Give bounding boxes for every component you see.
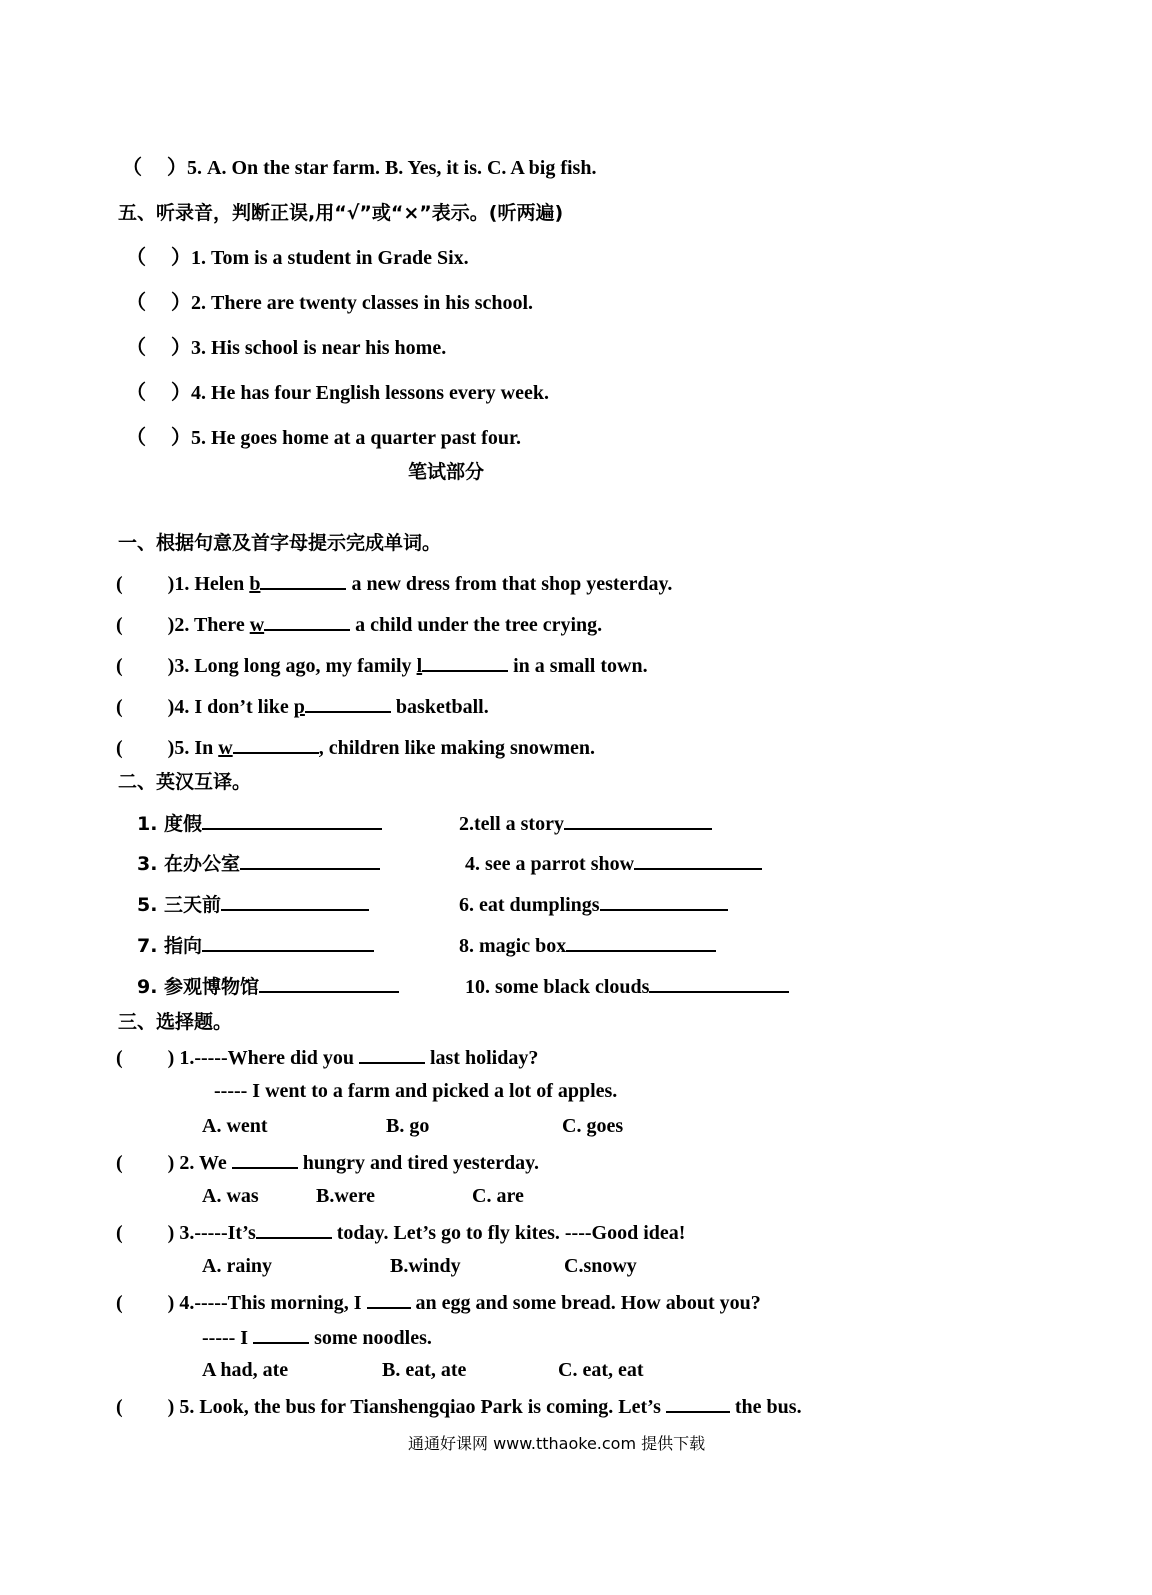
stem-text: ( ) 2. We	[116, 1152, 232, 1174]
stem-text: last holiday?	[424, 1047, 539, 1069]
stem-text: ( ) 4.-----This morning, I	[116, 1292, 367, 1314]
answer-blank[interactable]	[422, 652, 508, 672]
part1-item	[116, 570, 672, 596]
option[interactable]: A. went	[202, 1115, 268, 1137]
answer-blank[interactable]	[221, 891, 369, 911]
answer-blank[interactable]	[240, 850, 380, 870]
reply-text: some noodles.	[309, 1327, 432, 1349]
part1-item	[116, 734, 595, 760]
option[interactable]: B. eat, ate	[382, 1359, 467, 1381]
translate-item	[137, 973, 399, 999]
section5-title: 五、听录音，判断正误,用“√”或“×”表示。(听两遍)	[118, 202, 564, 224]
question-reply	[202, 1324, 432, 1350]
answer-blank[interactable]	[666, 1393, 730, 1413]
item-text: a new dress from that shop yesterday.	[346, 573, 673, 595]
answer-blank[interactable]	[264, 611, 350, 631]
translate-item	[459, 891, 728, 917]
option[interactable]: A. was	[202, 1185, 259, 1207]
item-text: basketball.	[390, 696, 489, 718]
section5-item: （ ）3. His school is near his home.	[126, 337, 447, 359]
translate-item	[137, 932, 374, 958]
translate-item	[137, 891, 369, 917]
stem-text: today. Let’s go to fly kites. ----Good idea!	[331, 1222, 686, 1244]
section5-item: （ ）5. He goes home at a quarter past four.	[126, 427, 521, 449]
letter-hint: l	[416, 655, 423, 677]
item-number: ( )1. Helen	[116, 573, 250, 595]
translate-prompt: 10. some black clouds	[465, 976, 650, 998]
answer-blank[interactable]	[202, 810, 382, 830]
option[interactable]: B.were	[316, 1185, 376, 1207]
part1-item	[116, 611, 602, 637]
question-stem	[116, 1044, 538, 1070]
item-text: in a small town.	[508, 655, 648, 677]
item-text: a child under the tree crying.	[350, 614, 603, 636]
part1-item	[116, 652, 648, 678]
item-number: ( )4. I don’t like	[116, 696, 294, 718]
question-stem	[116, 1219, 685, 1245]
listening-q5: （ ）5. A. On the star farm. B. Yes, it is. C. A big fish.	[122, 157, 597, 179]
stem-text: an egg and some bread. How about you?	[410, 1292, 761, 1314]
translate-prompt: 7. 指向	[137, 935, 203, 957]
option[interactable]: A had, ate	[202, 1359, 289, 1381]
part1-title: 一、根据句意及首字母提示完成单词。	[118, 532, 442, 554]
answer-blank[interactable]	[359, 1044, 425, 1064]
stem-text: ( ) 5. Look, the bus for Tianshengqiao Park is coming. Let’s	[116, 1396, 666, 1418]
answer-blank[interactable]	[233, 734, 319, 754]
answer-blank[interactable]	[253, 1324, 309, 1344]
option[interactable]: C. eat, eat	[558, 1359, 644, 1381]
translate-prompt: 1. 度假	[137, 813, 203, 835]
question-reply: ----- I went to a farm and picked a lot of apples.	[214, 1080, 618, 1102]
letter-hint: w	[249, 614, 265, 636]
answer-blank[interactable]	[305, 693, 391, 713]
section5-item: （ ）4. He has four English lessons every week.	[126, 382, 549, 404]
answer-blank[interactable]	[232, 1149, 298, 1169]
answer-blank[interactable]	[259, 973, 399, 993]
answer-blank[interactable]	[202, 932, 374, 952]
translate-prompt: 2.tell a story	[459, 813, 564, 835]
written-part-title: 笔试部分	[408, 461, 485, 483]
translate-prompt: 8. magic box	[459, 935, 567, 957]
translate-item	[459, 932, 716, 958]
letter-hint: b	[249, 573, 261, 595]
item-number: ( )2. There	[116, 614, 250, 636]
answer-blank[interactable]	[367, 1289, 411, 1309]
item-number: ( )3. Long long ago, my family	[116, 655, 417, 677]
section5-item: （ ）2. There are twenty classes in his school.	[126, 292, 534, 314]
answer-blank[interactable]	[649, 973, 789, 993]
question-stem	[116, 1149, 539, 1175]
answer-blank[interactable]	[600, 891, 728, 911]
option[interactable]: B. go	[386, 1115, 430, 1137]
translate-prompt: 4. see a parrot show	[465, 853, 635, 875]
answer-blank[interactable]	[256, 1219, 332, 1239]
page-footer: 通通好课网 www.tthaoke.com 提供下载	[408, 1434, 706, 1453]
translate-prompt: 5. 三天前	[137, 894, 222, 916]
translate-prompt: 3. 在办公室	[137, 853, 241, 875]
part1-item	[116, 693, 489, 719]
option[interactable]: C. are	[472, 1185, 524, 1207]
translate-item	[137, 810, 382, 836]
letter-hint: p	[293, 696, 305, 718]
question-stem	[116, 1289, 761, 1315]
translate-prompt: 6. eat dumplings	[459, 894, 600, 916]
translate-item	[465, 973, 789, 999]
option[interactable]: A. rainy	[202, 1255, 272, 1277]
stem-text: ( ) 1.-----Where did you	[116, 1047, 359, 1069]
item-number: ( )5. In	[116, 737, 219, 759]
stem-text: hungry and tired yesterday.	[297, 1152, 540, 1174]
item-text: , children like making snowmen.	[318, 737, 596, 759]
answer-blank[interactable]	[566, 932, 716, 952]
answer-blank[interactable]	[634, 850, 762, 870]
option[interactable]: B.windy	[390, 1255, 461, 1277]
stem-text: the bus.	[729, 1396, 802, 1418]
section5-item: （ ）1. Tom is a student in Grade Six.	[126, 247, 469, 269]
question-stem	[116, 1393, 802, 1419]
translate-item	[465, 850, 762, 876]
stem-text: ( ) 3.-----It’s	[116, 1222, 256, 1244]
letter-hint: w	[218, 737, 233, 759]
answer-blank[interactable]	[260, 570, 346, 590]
part2-title: 二、英汉互译。	[118, 771, 252, 793]
translate-item	[459, 810, 712, 836]
option[interactable]: C. goes	[562, 1115, 624, 1137]
option[interactable]: C.snowy	[564, 1255, 637, 1277]
translate-prompt: 9. 参观博物馆	[137, 976, 260, 998]
part3-title: 三、选择题。	[118, 1011, 233, 1033]
translate-item	[137, 850, 380, 876]
answer-blank[interactable]	[564, 810, 712, 830]
reply-text: ----- I	[202, 1327, 254, 1349]
